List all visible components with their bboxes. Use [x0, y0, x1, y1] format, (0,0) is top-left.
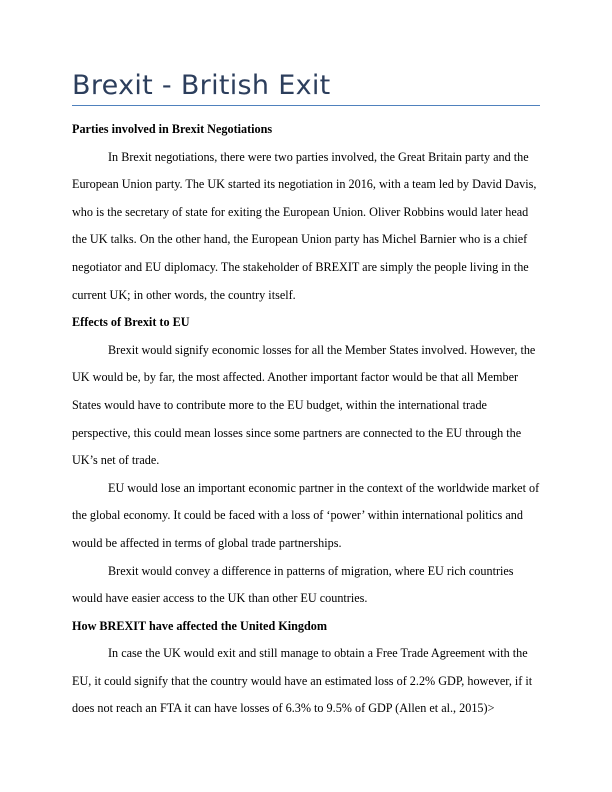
document-title: Brexit - British Exit	[72, 70, 331, 101]
title-divider	[72, 105, 540, 106]
paragraph: Brexit would signify economic losses for all the Member States involved. However, the UK would be, by far, the most affected. Another important factor would be that all Member States would have to contribute more to the EU budget, within the international trade perspective, this could mean losses since some partners are connected to the EU through the UK’s net of trade.	[72, 342, 536, 468]
paragraph: In case the UK would exit and still manage to obtain a Free Trade Agreement with the EU, it could signify that the country would have an estimated loss of 2.2% GDP, however, if it does not reach an FTA it can have losses of 6.3% to 9.5% of GDP (Allen et al., 2015)>	[72, 646, 533, 716]
paragraph: In Brexit negotiations, there were two parties involved, the Great Britain party and the European Union party. The UK started its negotiation in 2016, with a team led by David Davis, who is the secretary of state for exiting the European Union. Oliver Robbins would later head the UK talks. On the other hand, the European Union party has Michel Barnier who is a chief negotiator and EU diplomacy. The stakeholder of BREXIT are simply the people living in the current UK; in other words, the country itself.	[72, 149, 537, 302]
section-heading: How BREXIT have affected the United Kingdom	[72, 618, 328, 633]
section-effects-uk	[72, 613, 540, 723]
document-body	[72, 116, 540, 723]
section-effects-eu	[72, 309, 540, 613]
section-parties	[72, 116, 540, 309]
section-heading: Parties involved in Brexit Negotiations	[72, 122, 273, 136]
paragraph: Brexit would convey a difference in patterns of migration, where EU rich countries would have easier access to the UK than other EU countries.	[72, 563, 514, 606]
paragraph: EU would lose an important economic partner in the context of the worldwide market of the global economy. It could be faced with a loss of ‘power’ within international politics and would be affected in terms of global trade partnerships.	[72, 480, 540, 550]
section-heading: Effects of Brexit to EU	[72, 315, 190, 330]
